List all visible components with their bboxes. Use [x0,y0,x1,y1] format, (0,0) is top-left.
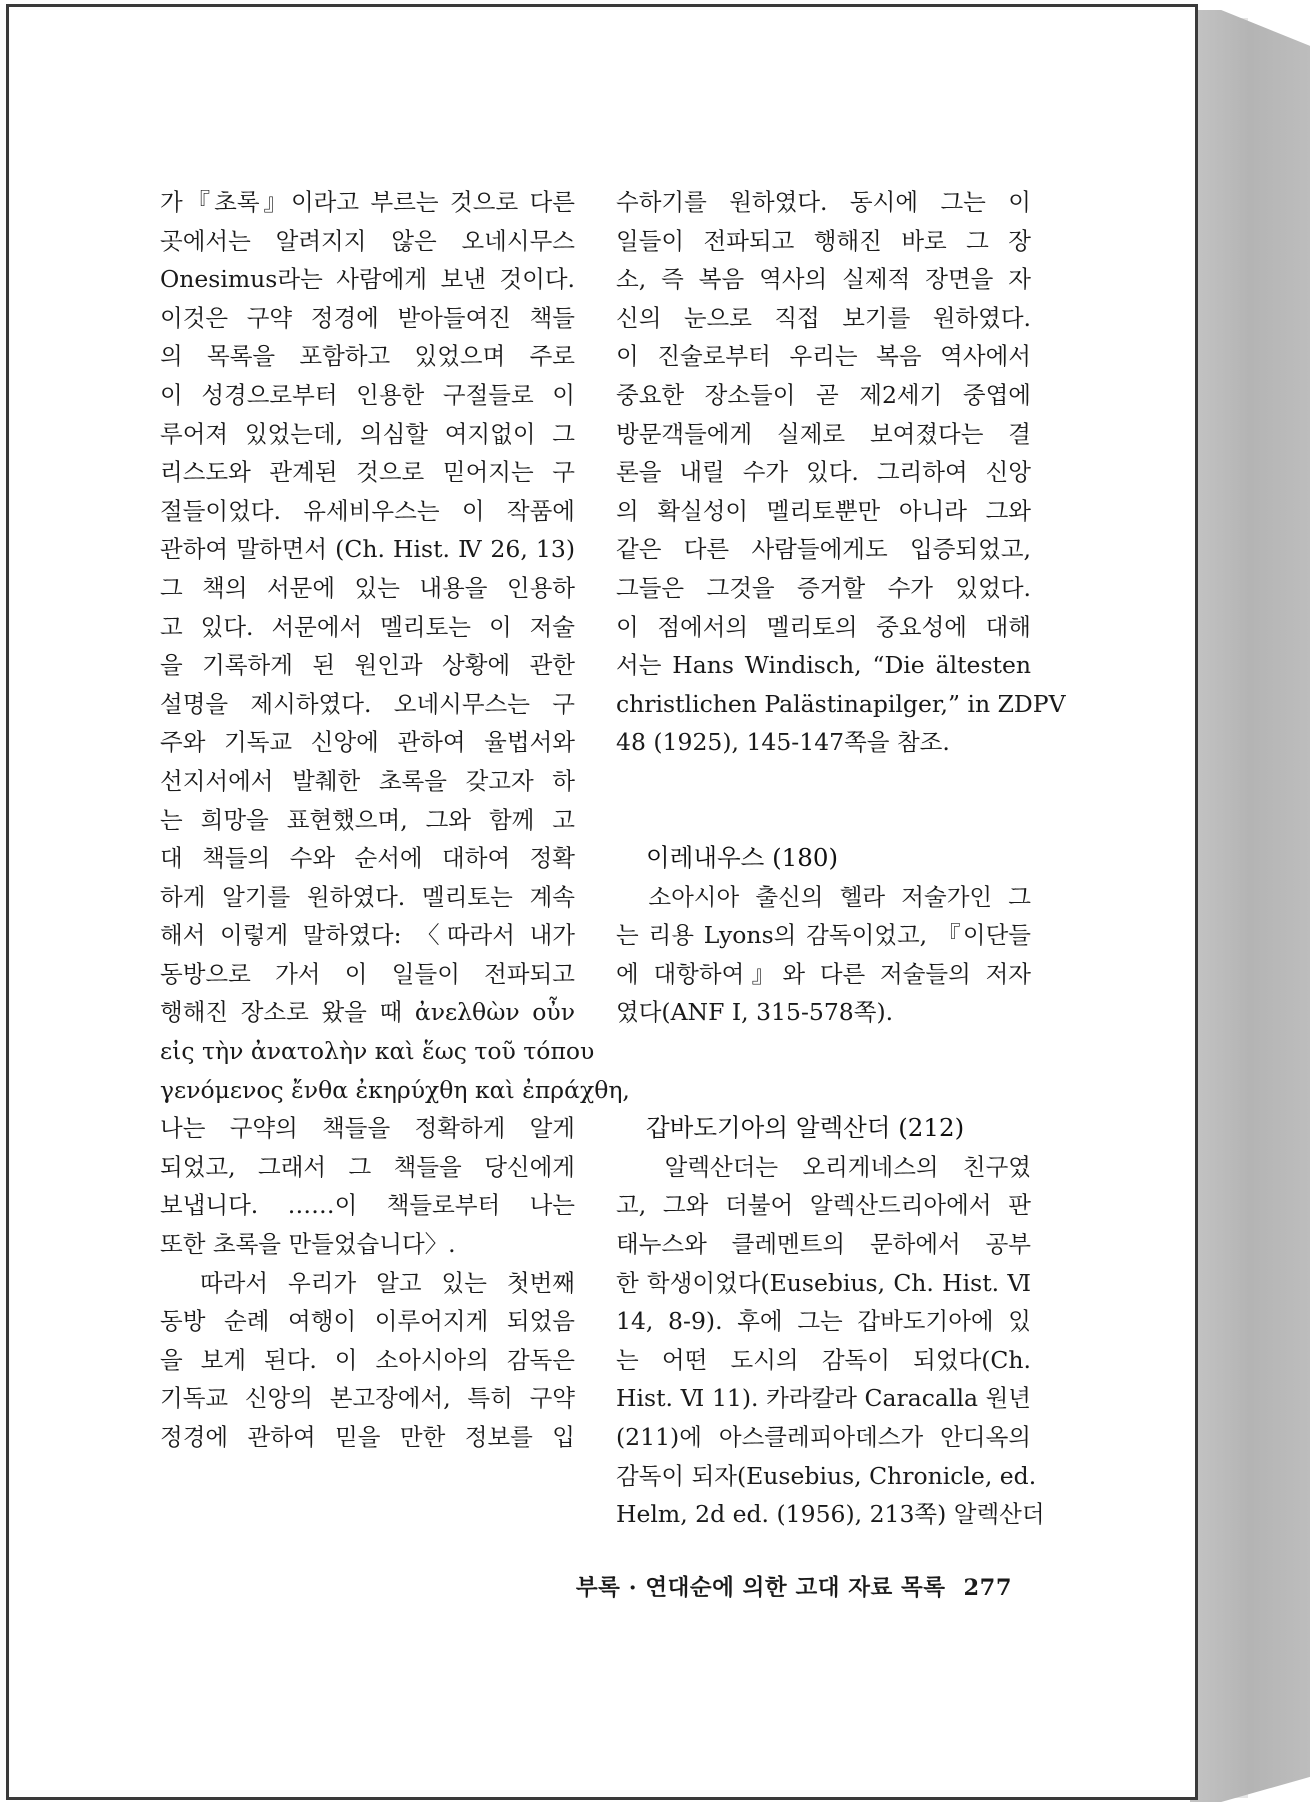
text-line: Onesimus라는 사람에게 보낸 것이다. [160,265,575,294]
text-line: 감독이 되자(Eusebius, Chronicle, ed. [616,1461,1037,1490]
text-line: 는 어떤 도시의 감독이 되었다(Ch. [616,1345,1031,1374]
text-line: Helm, 2d ed. (1956), 213쪽) 알렉산더 [616,1500,1045,1529]
text-line: 선지서에서 발췌한 초록을 갖고자 하 [160,766,575,795]
text-line: 나는 구약의 책들을 정확하게 알게 [160,1114,575,1143]
text-line: 을 보게 된다. 이 소아시아의 감독은 [160,1345,575,1374]
text-line: 곳에서는 알려지지 않은 오네시무스 [160,226,575,255]
text-line: 는 리용 Lyons의 감독이었고, 『이단들 [616,921,1031,950]
text-line: 리스도와 관계된 것으로 믿어지는 구 [160,458,575,487]
text-line: 고 있다. 서문에서 멜리토는 이 저술 [160,612,575,641]
blank-line [616,762,1031,801]
text-line: 론을 내릴 수가 있다. 그리하여 신앙 [616,458,1031,487]
text-line: 행해진 장소로 왔을 때 ἀνελθὼν οὖν [160,998,575,1027]
section-heading-irenaeus: 이레내우스 (180) [646,843,839,873]
text-line: 절들이었다. 유세비우스는 이 작품에 [160,496,575,525]
text-line: 가『초록』이라고 부르는 것으로 다른 [160,188,575,216]
text-line: 을 기록하게 된 원인과 상황에 관한 [160,651,575,680]
text-line: 방문객들에게 실제로 보여졌다는 결 [616,419,1031,448]
running-head: 부록 · 연대순에 의한 고대 자료 목록 [575,1575,946,1601]
text-line: 대 책들의 수와 순서에 대하여 정확 [160,844,575,873]
text-line: 주와 기독교 신앙에 관하여 율법서와 [160,728,575,757]
text-line: 하게 알기를 원하였다. 멜리토는 계속 [160,882,575,911]
text-line: 그들은 그것을 증거할 수가 있었다. [616,573,1031,602]
text-line: 루어져 있었는데, 의심할 여지없이 그 [160,419,575,448]
blank-line [616,1032,1031,1071]
text-line: 관하여 말하면서 (Ch. Hist. Ⅳ 26, 13) [160,535,575,564]
text-line: 의 목록을 포함하고 있었으며 주로 [160,342,575,371]
page-footer [572,1570,1012,1604]
text-line: 해서 이렇게 말하였다: 〈따라서 내가 [160,921,575,950]
text-line: 알렉산더는 오리게네스의 친구였 [616,1152,1031,1181]
greek-text-line: εἰς τὴν ἀνατολὴν καὶ ἕως τοῦ τόπου [160,1037,595,1066]
text-line: 이 진술로부터 우리는 복음 역사에서 [616,342,1031,371]
text-line: 동방 순례 여행이 이루어지게 되었음 [160,1307,575,1336]
left-column [160,183,630,1457]
text-line: 서는 Hans Windisch, “Die ältesten [616,651,1031,680]
text-line: 따라서 우리가 알고 있는 첫번째 [160,1268,575,1297]
text-line: 신의 눈으로 직접 보기를 원하였다. [616,303,1031,332]
blank-line [616,801,1031,840]
text-line: 이 점에서의 멜리토의 중요성에 대해 [616,612,1031,641]
text-line: 였다(ANF Ⅰ, 315-578쪽). [616,998,894,1027]
blank-line [616,1071,1031,1110]
text-line: Hist. Ⅵ 11). 카라칼라 Caracalla 원년 [616,1384,1031,1413]
text-line: 이것은 구약 정경에 받아들여진 책들 [160,303,575,332]
text-line: 고, 그와 더불어 알렉산드리아에서 판 [616,1191,1031,1220]
text-line: 또한 초록을 만들었습니다〉. [160,1230,456,1259]
text-line: 되었고, 그래서 그 책들을 당신에게 [160,1152,575,1181]
text-line: 일들이 전파되고 행해진 바로 그 장 [616,226,1031,255]
text-line: 48 (1925), 145-147쪽을 참조. [616,728,950,757]
text-line: 태누스와 클레멘트의 문하에서 공부 [616,1230,1031,1259]
right-column [616,183,1066,1534]
text-line: 중요한 장소들이 곧 제2세기 중엽에 [616,380,1031,409]
text-line: 이 성경으로부터 인용한 구절들로 이 [160,380,575,409]
text-line: 정경에 관하여 믿을 만한 정보를 입 [160,1423,575,1451]
text-line: 기독교 신앙의 본고장에서, 특히 구약 [160,1384,575,1413]
book-side-edge [1190,10,1310,1802]
text-line: christlichen Palästinapilger,” in ZDPV [616,689,1066,718]
text-line: 보냅니다. ……이 책들로부터 나는 [160,1191,575,1220]
text-line: 는 희망을 표현했으며, 그와 함께 고 [160,805,575,834]
text-line: 같은 다른 사람들에게도 입증되었고, [616,535,1031,564]
text-line: 에 대항하여』와 다른 저술들의 저자 [616,959,1031,988]
text-line: 소, 즉 복음 역사의 실제적 장면을 자 [616,265,1031,294]
text-line: 의 확실성이 멜리토뿐만 아니라 그와 [616,496,1031,525]
text-line: 수하기를 원하였다. 동시에 그는 이 [616,188,1031,216]
text-line: 14, 8-9). 후에 그는 갑바도기아에 있 [616,1307,1031,1336]
text-line: 소아시아 출신의 헬라 저술가인 그 [616,882,1031,911]
text-line: 한 학생이었다(Eusebius, Ch. Hist. Ⅵ [616,1268,1031,1297]
text-line: 설명을 제시하였다. 오네시무스는 구 [160,689,575,718]
greek-text-line: γενόμενος ἔνθα ἐκηρύχθη καὶ ἐπράχθη, [160,1075,630,1104]
text-line: (211)에 아스클레피아데스가 안디옥의 [616,1423,1031,1451]
text-line: 그 책의 서문에 있는 내용을 인용하 [160,573,575,602]
section-heading-alexander: 갑바도기아의 알렉산더 (212) [646,1113,965,1143]
text-line: 동방으로 가서 이 일들이 전파되고 [160,959,575,988]
page-number: 277 [963,1575,1012,1601]
